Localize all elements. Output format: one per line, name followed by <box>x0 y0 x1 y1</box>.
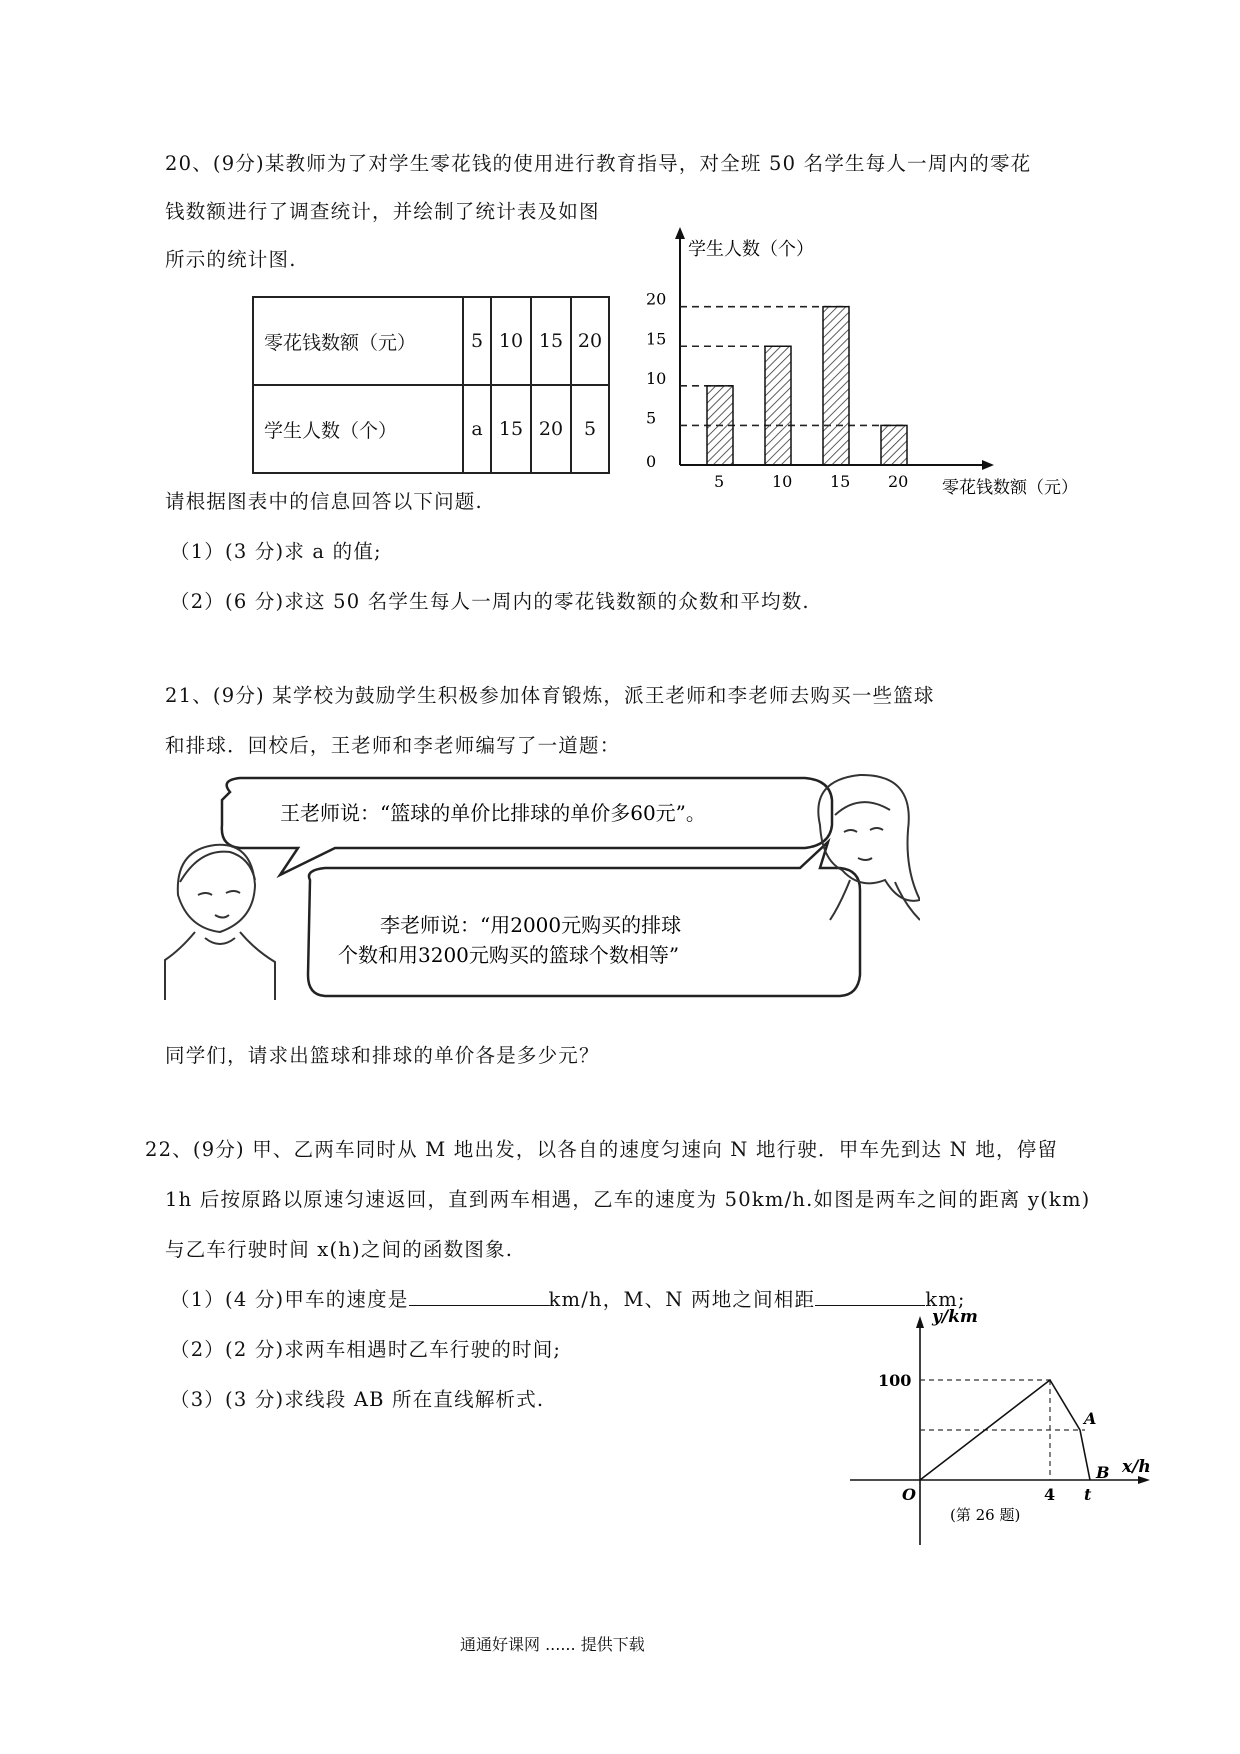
distance-time-graph <box>840 1300 1170 1550</box>
chart-bar <box>765 346 791 465</box>
q20-after: 请根据图表中的信息回答以下问题. <box>165 490 483 513</box>
table-row <box>253 385 609 473</box>
chart-bar <box>823 307 849 465</box>
graph-t: t <box>1084 1485 1092 1504</box>
blank-speed <box>409 1285 549 1306</box>
chart-xlabel: 零花钱数额（元） <box>942 478 1078 498</box>
q22-sub1-part-b: km/h，M、N 两地之间相距 <box>548 1288 816 1311</box>
q22-line3: 与乙车行驶时间 x(h)之间的函数图象. <box>165 1238 514 1261</box>
chart-ylabel: 学生人数（个） <box>688 239 814 260</box>
q22-sub1-part-a: （1）(4 分)甲车的速度是 <box>170 1288 409 1311</box>
chart-bar <box>707 386 733 465</box>
table-cell: 20 <box>571 297 609 385</box>
q20-sub2: （2）(6 分)求这 50 名学生每人一周内的零花钱数额的众数和平均数. <box>170 590 810 613</box>
chart-ytick-label: 0 <box>646 452 657 471</box>
q22-sub3: （3）(3 分)求线段 AB 所在直线解析式. <box>170 1388 545 1411</box>
chart-xtick-label: 15 <box>830 472 851 491</box>
boy-avatar <box>165 845 275 1000</box>
chart-xtick-label: 20 <box>888 472 909 491</box>
q22-sub1-part-c: km; <box>925 1288 966 1311</box>
table-header-amount: 零花钱数额（元） <box>253 297 463 385</box>
bubble1-text: 王老师说：“篮球的单价比排球的单价多60元”。 <box>280 801 706 825</box>
q20-line3: 所示的统计图. <box>165 248 297 271</box>
chart-ytick-label: 20 <box>646 289 667 309</box>
y-axis-arrow-icon <box>675 227 685 239</box>
q22-sub2: （2）(2 分)求两车相遇时乙车行驶的时间; <box>170 1338 562 1361</box>
chart-ytick-label: 10 <box>646 368 667 388</box>
table-cell: 5 <box>571 385 609 473</box>
table-cell: 5 <box>463 297 491 385</box>
chart-ytick-label: 15 <box>646 329 667 349</box>
speech-bubble-wang <box>222 778 832 875</box>
y-axis-arrow-icon <box>916 1316 924 1328</box>
table-cell: a <box>463 385 491 473</box>
graph-point-b: B <box>1096 1463 1110 1482</box>
q20-line2: 钱数额进行了调查统计，并绘制了统计表及如图 <box>165 200 600 223</box>
q21-line2: 和排球．回校后，王老师和李老师编写了一道题： <box>165 734 621 757</box>
table-cell: 10 <box>491 297 531 385</box>
girl-avatar <box>818 775 920 920</box>
graph-ylabel: y/km <box>932 1307 978 1327</box>
chart-bar <box>881 425 907 465</box>
graph-point-a: A <box>1084 1409 1097 1428</box>
allowance-table <box>252 296 610 474</box>
q22-line2: 1h 后按原路以原速匀速返回，直到两车相遇，乙车的速度为 50km/h.如图是两车之间的距离 y(km) <box>165 1188 1091 1211</box>
table-cell: 20 <box>531 385 571 473</box>
x-axis-arrow-icon <box>982 460 994 470</box>
chart-xtick-label: 5 <box>714 472 725 491</box>
table-header-students: 学生人数（个） <box>253 385 463 473</box>
speech-bubbles-illustration <box>160 770 920 1010</box>
graph-x-4: 4 <box>1044 1485 1056 1504</box>
graph-caption: (第 26 题) <box>950 1506 1021 1524</box>
q21-line1: 21、(9分) 某学校为鼓励学生积极参加体育锻炼，派王老师和李老师去购买一些篮球 <box>165 684 935 707</box>
x-axis-arrow-icon <box>1138 1476 1150 1484</box>
table-cell: 15 <box>531 297 571 385</box>
table-row <box>253 297 609 385</box>
chart-xtick-label: 10 <box>772 472 793 491</box>
chart-ytick-label: 5 <box>646 408 657 428</box>
footer-text: 通通好课网 ...... 提供下载 <box>460 1635 645 1654</box>
bubble2-text-line1: 李老师说：“用2000元购买的排球 <box>380 913 682 937</box>
graph-origin: O <box>902 1485 916 1504</box>
q20-sub1: （1）(3 分)求 a 的值; <box>170 540 382 563</box>
bar-chart <box>630 225 1110 505</box>
graph-xlabel: x/h <box>1122 1457 1151 1477</box>
bubble2-text-line2: 个数和用3200元购买的篮球个数相等” <box>338 943 680 967</box>
q20-line1: 20、(9分)某教师为了对学生零花钱的使用进行教育指导，对全班 50 名学生每人一周内的零花 <box>165 152 1032 175</box>
q21-question: 同学们，请求出篮球和排球的单价各是多少元？ <box>165 1044 600 1067</box>
graph-y-100: 100 <box>878 1371 912 1390</box>
table-cell: 15 <box>491 385 531 473</box>
q22-line1: 22、(9分) 甲、乙两车同时从 M 地出发，以各自的速度匀速向 N 地行驶．甲车先到达 N 地，停留 <box>145 1138 1059 1161</box>
